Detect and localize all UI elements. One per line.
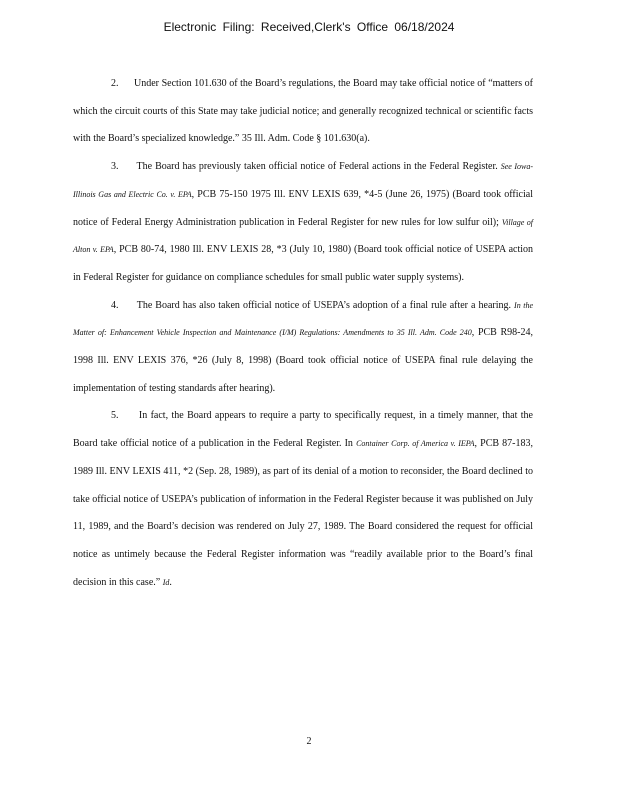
paragraph-text: , PCB 87-183, 1989 Ill. ENV LEXIS 411, *2 (Sep. 28, 1989), as part of its denial of a motion to reconsider, the Board declined to take official notice of USEPA’s publication of information in the Federal Register because it was published on July 11, 1989, and the Board’s decision was rendered on July 27, 1989. The Board considered the request for official notice as untimely because the Federal Register information was “readily available prior to the Board’s final decision in this case.” — [73, 438, 533, 588]
paragraph-number: 3. — [111, 161, 119, 173]
paragraph-number: 2. — [111, 78, 119, 89]
paragraph-number: 5. — [111, 410, 119, 422]
case-citation: See Iowa-Illinois Gas and Electric Co. v. EPA — [73, 162, 534, 199]
paragraph-text: , PCB 75-150 1975 Ill. ENV LEXIS 639, *4-5 (June 26, 1975) (Board took official notice of Federal Energy Administration publication in Federal Register for new rules for low sulfur oil); — [73, 188, 533, 228]
paragraph-3 — [73, 153, 533, 292]
case-citation: In the Matter of: Enhancement Vehicle Inspection and Maintenance (I/M) Regulations: Amendments to 35 Ill. Adm. Code 240 — [73, 300, 534, 338]
paragraph-text: , PCB R98-24, 1998 Ill. ENV LEXIS 376, *26 (July 8, 1998) (Board took official notice of USEPA final rule delaying the implementation of testing standards after hearing). — [73, 327, 533, 394]
document-body — [73, 70, 533, 596]
paragraph-text: , PCB 80-74, 1980 Ill. ENV LEXIS 28, *3 (July 10, 1980) (Board took official notice of USEPA action in Federal Register for guidance on compliance schedules for small public water supply systems). — [73, 244, 533, 283]
case-citation: Village of Alton v. EPA — [73, 217, 534, 255]
case-citation: Id — [162, 577, 170, 587]
paragraph-4 — [73, 292, 533, 403]
filing-stamp-header: Electronic Filing: Received,Clerk's Office 06/18/2024 — [163, 20, 455, 34]
paragraph-number: 4. — [111, 299, 119, 311]
case-citation: Container Corp. of America v. IEPA — [356, 439, 475, 449]
paragraph-text: The Board has also taken official notice of USEPA’s adoption of a final rule after a hearing. — [136, 299, 511, 311]
page-number: 2 — [306, 736, 312, 747]
paragraph-text: . — [169, 576, 172, 588]
paragraph-text: Under Section 101.630 of the Board’s regulations, the Board may take official notice of “matters of which the circuit courts of this State may take judicial notice; and generally recognized technical or scientific facts with the Board’s specialized knowledge.” 35 Ill. Adm. Code § 101.630(a). — [73, 78, 533, 145]
paragraph-2 — [73, 70, 533, 153]
paragraph-text: The Board has previously taken official notice of Federal actions in the Federal Register. — [136, 161, 498, 173]
paragraph-5 — [73, 402, 533, 596]
paragraph-text: In fact, the Board appears to require a party to specifically request, in a timely manner, that the Board take official notice of a publication in the Federal Register. In — [73, 410, 533, 450]
